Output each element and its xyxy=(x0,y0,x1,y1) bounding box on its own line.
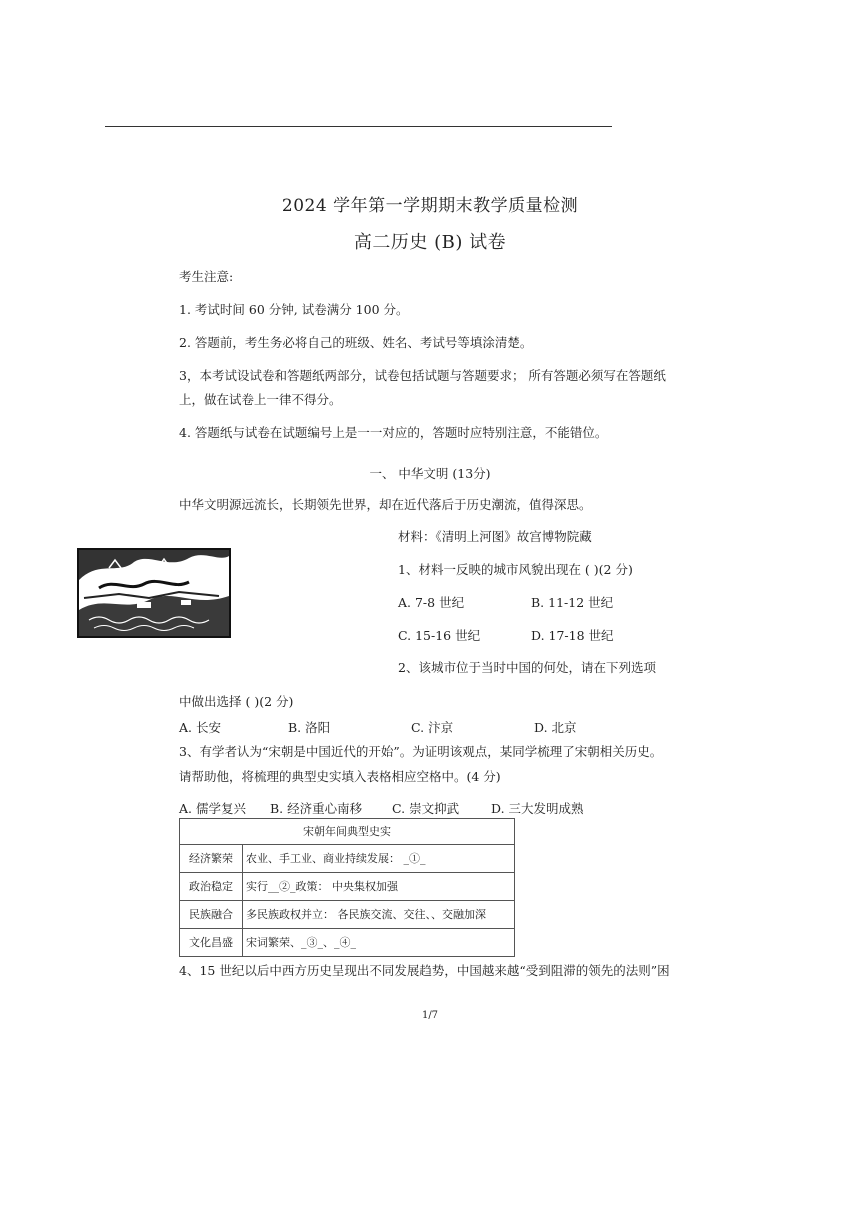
note-item-4: 4. 答题纸与试卷在试题编号上是一一对应的，答题时应特别注意，不能错位。 xyxy=(179,425,608,440)
q3-option-c: C. 崇文抑武 xyxy=(392,801,460,816)
table-category: 经济繁荣 xyxy=(180,845,243,873)
q2-option-a: A. 长安 xyxy=(179,720,221,735)
q2-stem-line1: 2、该城市位于当时中国的何处，请在下列选项 xyxy=(398,660,656,675)
q2-option-d: D. 北京 xyxy=(534,720,577,735)
q4-stem: 4、15 世纪以后中西方历史呈现出不同发展趋势，中国越来越“受到阻滞的领先的法则”困 xyxy=(179,963,670,978)
table-row xyxy=(180,845,515,873)
note-item-3: 3，本考试设试卷和答题纸两部分，试卷包括试题与答题要求； 所有答题必须写在答题纸 xyxy=(179,368,666,383)
painting-illustration xyxy=(79,550,229,636)
q1-option-d: D. 17-18 世纪 xyxy=(531,628,614,643)
table-content: 多民族政权并立： 各民族交流、交往、、交融加深 xyxy=(243,901,515,929)
table-header: 宋朝年间典型史实 xyxy=(180,819,515,845)
table-row xyxy=(180,901,515,929)
table-row xyxy=(180,929,515,957)
q3-stem-line2: 请帮助他，将梳理的典型史实填入表格相应空格中。(4 分) xyxy=(179,769,501,784)
table-category: 文化昌盛 xyxy=(180,929,243,957)
material-caption: 材料：《清明上河图》故宫博物院藏 xyxy=(398,529,592,544)
table-category: 政治稳定 xyxy=(180,873,243,901)
q3-option-b: B. 经济重心南移 xyxy=(270,801,363,816)
table-row xyxy=(180,873,515,901)
song-dynasty-facts-table xyxy=(179,818,515,957)
q2-option-c: C. 汴京 xyxy=(411,720,454,735)
section-title: 一、 中华文明 (13分) xyxy=(369,466,491,481)
notes-heading: 考生注意: xyxy=(179,269,234,284)
table-content: 宋词繁荣、_③_、_④_ xyxy=(243,929,515,957)
table-header-row xyxy=(180,819,515,845)
note-item-3-cont: 上，做在试卷上一律不得分。 xyxy=(179,392,342,407)
qingming-painting-image xyxy=(77,548,231,638)
q3-option-a: A. 儒学复兴 xyxy=(179,801,246,816)
header-rule xyxy=(105,126,612,127)
table-category: 民族融合 xyxy=(180,901,243,929)
q1-option-b: B. 11-12 世纪 xyxy=(531,595,614,610)
q2-option-b: B. 洛阳 xyxy=(288,720,331,735)
note-item-2: 2. 答题前，考生务必将自己的班级、姓名、考试号等填涂清楚。 xyxy=(179,335,533,350)
q3-stem-line1: 3、有学者认为“宋朝是中国近代的开始”。为证明该观点，某同学梳理了宋朝相关历史。 xyxy=(179,744,663,759)
table-content: 实行__②_政策： 中央集权加强 xyxy=(243,873,515,901)
q1-stem: 1、材料一反映的城市风貌出现在 ( )(2 分) xyxy=(398,562,633,577)
q1-option-c: C. 15-16 世纪 xyxy=(398,628,481,643)
section-intro: 中华文明源远流长，长期领先世界，却在近代落后于历史潮流，值得深思。 xyxy=(179,497,592,512)
exam-subtitle: 高二历史 (B) 试卷 xyxy=(353,232,507,253)
table-content: 农业、手工业、商业持续发展： _①_ xyxy=(243,845,515,873)
q3-option-d: D. 三大发明成熟 xyxy=(491,801,584,816)
q2-stem-line2: 中做出选择 ( )(2 分) xyxy=(179,694,294,709)
exam-title: 2024 学年第一学期期末教学质量检测 xyxy=(281,196,579,216)
page-number: 1/7 xyxy=(421,1010,439,1021)
q1-option-a: A. 7-8 世纪 xyxy=(398,595,465,610)
note-item-1: 1. 考试时间 60 分钟, 试卷满分 100 分。 xyxy=(179,302,409,317)
